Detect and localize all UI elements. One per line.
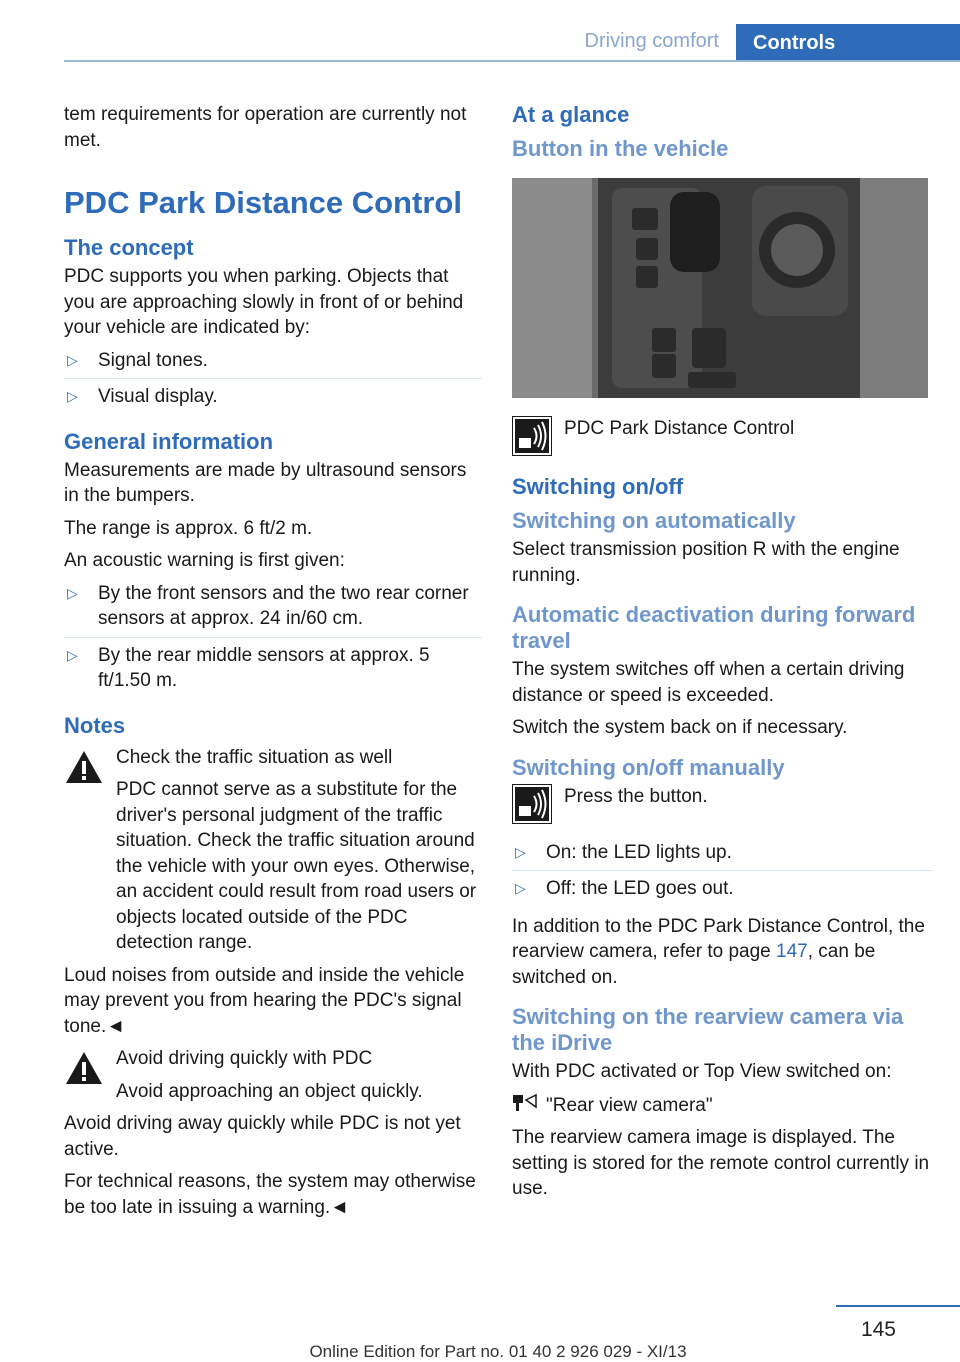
triangle-bullet-icon: ▷ (67, 584, 78, 601)
general-text-2: The range is approx. 6 ft/2 m. (64, 517, 313, 539)
pdc-caption (512, 416, 932, 460)
auto-off-heading: Automatic deactivation during forward travel (512, 602, 916, 653)
warning-1-title: Check the traffic situation as well (116, 746, 393, 768)
manual-text: Press the button. (564, 785, 708, 807)
warning-2-title: Avoid driving quickly with PDC (116, 1048, 373, 1069)
pdc-button-icon (512, 416, 552, 456)
triangle-bullet-icon: ▷ (67, 351, 78, 368)
triangle-bullet-icon: ▷ (515, 880, 526, 896)
concept-heading: The concept (64, 235, 194, 260)
led-state-list (512, 840, 932, 907)
concept-text: PDC supports you when parking. Objects that you are approaching slowly in front of or behind your vehicle are indicated by: (64, 266, 464, 338)
warning-distance-list (64, 581, 482, 699)
camera-text: In addition to the PDC Park Distance Control, the rearview camera, refer to page 147, can be switched on. (512, 915, 925, 988)
general-text-1: Measurements are made by ultrasound sensors in the bumpers. (64, 459, 467, 506)
footer-rule (836, 1305, 960, 1307)
page-title: PDC Park Distance Control (64, 185, 462, 220)
running-header-section: Driving comfort (584, 30, 719, 52)
warning-triangle-icon (64, 1050, 104, 1086)
intro-text: tem requirements for operation are currently not met. (64, 104, 467, 151)
header-rule (64, 60, 960, 62)
idrive-menu-path: "Rear view camera" (512, 1092, 932, 1119)
idrive-text: With PDC activated or Top View switched on: (512, 1061, 892, 1082)
page-147-link[interactable]: 147 (776, 941, 808, 962)
button-heading: Button in the vehicle (512, 136, 729, 161)
triangle-bullet-icon: ▷ (515, 843, 526, 860)
list-item: ▷ Visual display. (64, 379, 482, 415)
auto-off-text: The system switches off when a certain driving distance or speed is exceeded. (512, 659, 905, 706)
warning-1-text: PDC cannot serve as a substitute for the driver's personal judgment of the traffic situation. Check the traffic situation around the vehicle with your own eyes. Otherwise, an accident could result from road users or objects located outside of the PDC detection range. (116, 779, 477, 953)
list-item: ▷ By the rear middle sensors at approx. 5 ft/1.50 m. (67, 644, 430, 691)
general-heading: General information (64, 428, 274, 454)
list-item: ▷ By the front sensors and the two rear corner sensors at approx. 24 in/60 cm. (64, 581, 482, 638)
list-item: ▷ Off: the LED goes out. (512, 871, 932, 907)
warning-2-text-3: For technical reasons, the system may otherwise be too late in issuing a warning.◄ (64, 1171, 476, 1218)
warning-2-text-2: Avoid driving away quickly while PDC is not yet active. (64, 1113, 461, 1160)
edition-note: Online Edition for Part no. 01 40 2 926 029 - XI/13 (309, 1342, 687, 1361)
list-item: ▷ Signal tones. (64, 348, 482, 380)
center-console-photo (512, 178, 928, 398)
page-number: 145 (860, 1318, 896, 1341)
idrive-text-2: The rearview camera image is displayed. The setting is stored for the remote control currently in use. (512, 1127, 930, 1199)
auto-on-heading: Switching on automatically (512, 508, 796, 533)
left-column (64, 102, 482, 1227)
right-column (512, 102, 932, 1209)
manual-instruction (512, 784, 932, 828)
triangle-bullet-icon: ▷ (67, 646, 78, 663)
idrive-heading: Switching on the rearview camera via the iDrive (512, 1004, 904, 1055)
list-item: ▷ On: the LED lights up. (512, 840, 932, 872)
triangle-bullet-icon: ▷ (67, 388, 78, 404)
general-text-3: An acoustic warning is first given: (64, 550, 345, 571)
warning-2-text: Avoid approaching an object quickly. (116, 1080, 423, 1102)
warning-1-text-2: Loud noises from outside and inside the vehicle may prevent you from hearing the PDC's signal tone.◄ (64, 964, 465, 1037)
concept-list (64, 348, 482, 415)
running-header-tab: Controls (736, 24, 960, 62)
auto-on-text: Select transmission position R with the engine running. (512, 539, 900, 586)
rear-camera-icon (512, 1092, 538, 1114)
auto-off-text-2: Switch the system back on if necessary. (512, 717, 848, 738)
warning-block-1 (64, 745, 482, 956)
notes-heading: Notes (64, 712, 126, 738)
pdc-caption-text: PDC Park Distance Control (564, 418, 795, 439)
pdc-button-icon (512, 784, 552, 824)
warning-block-2 (64, 1046, 482, 1104)
warning-triangle-icon (64, 749, 104, 785)
switching-heading: Switching on/off (512, 474, 684, 499)
manual-heading: Switching on/off manually (512, 754, 785, 780)
glance-heading: At a glance (512, 102, 630, 127)
